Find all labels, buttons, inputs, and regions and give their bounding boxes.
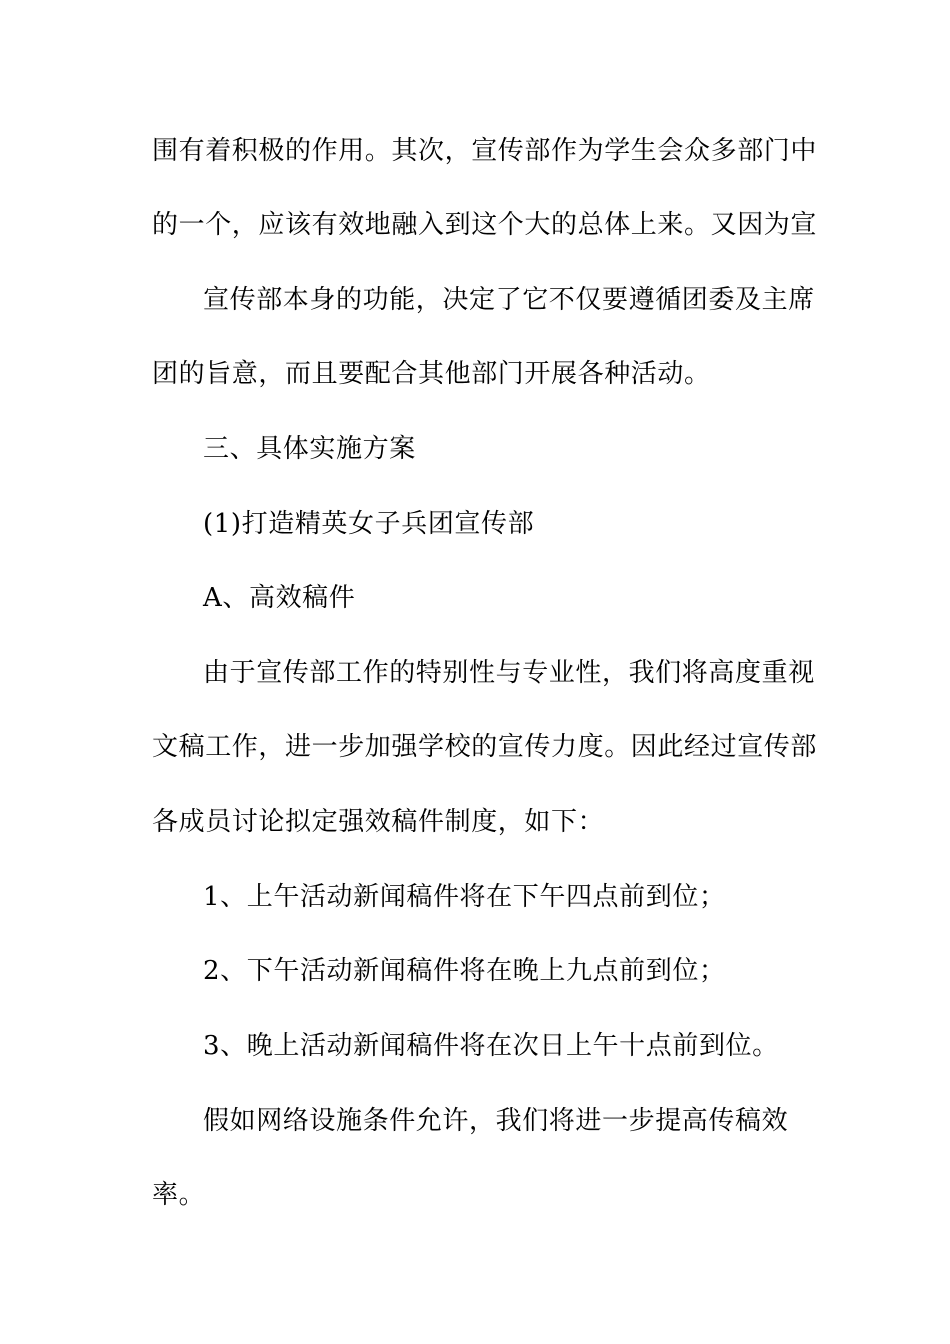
paragraph-line: 团的旨意，而且要配合其他部门开展各种活动。 <box>152 359 711 389</box>
paragraph-line: 各成员讨论拟定强效稿件制度，如下： <box>152 807 605 837</box>
paragraph-line: 围有着积极的作用。其次，宣传部作为学生会众多部门中 <box>152 136 818 166</box>
list-item: 1、上午活动新闻稿件将在下午四点前到位； <box>203 882 726 912</box>
subsection-heading: (1)打造精英女子兵团宣传部 <box>203 509 535 539</box>
paragraph-line: 由于宣传部工作的特别性与专业性，我们将高度重视 <box>203 658 815 688</box>
section-heading: 三、具体实施方案 <box>203 434 416 464</box>
list-item: 3、晚上活动新闻稿件将在次日上午十点前到位。 <box>203 1031 779 1061</box>
paragraph-line: 假如网络设施条件允许，我们将进一步提高传稿效 <box>203 1106 789 1136</box>
paragraph-line: 率。 <box>152 1180 206 1210</box>
paragraph-line: 宣传部本身的功能，决定了它不仅要遵循团委及主席 <box>203 285 815 315</box>
item-heading: A、高效稿件 <box>203 583 356 613</box>
paragraph-line: 的一个，应该有效地融入到这个大的总体上来。又因为宣 <box>152 210 818 240</box>
paragraph-line: 文稿工作，进一步加强学校的宣传力度。因此经过宣传部 <box>152 732 818 762</box>
list-item: 2、下午活动新闻稿件将在晚上九点前到位； <box>203 956 726 986</box>
